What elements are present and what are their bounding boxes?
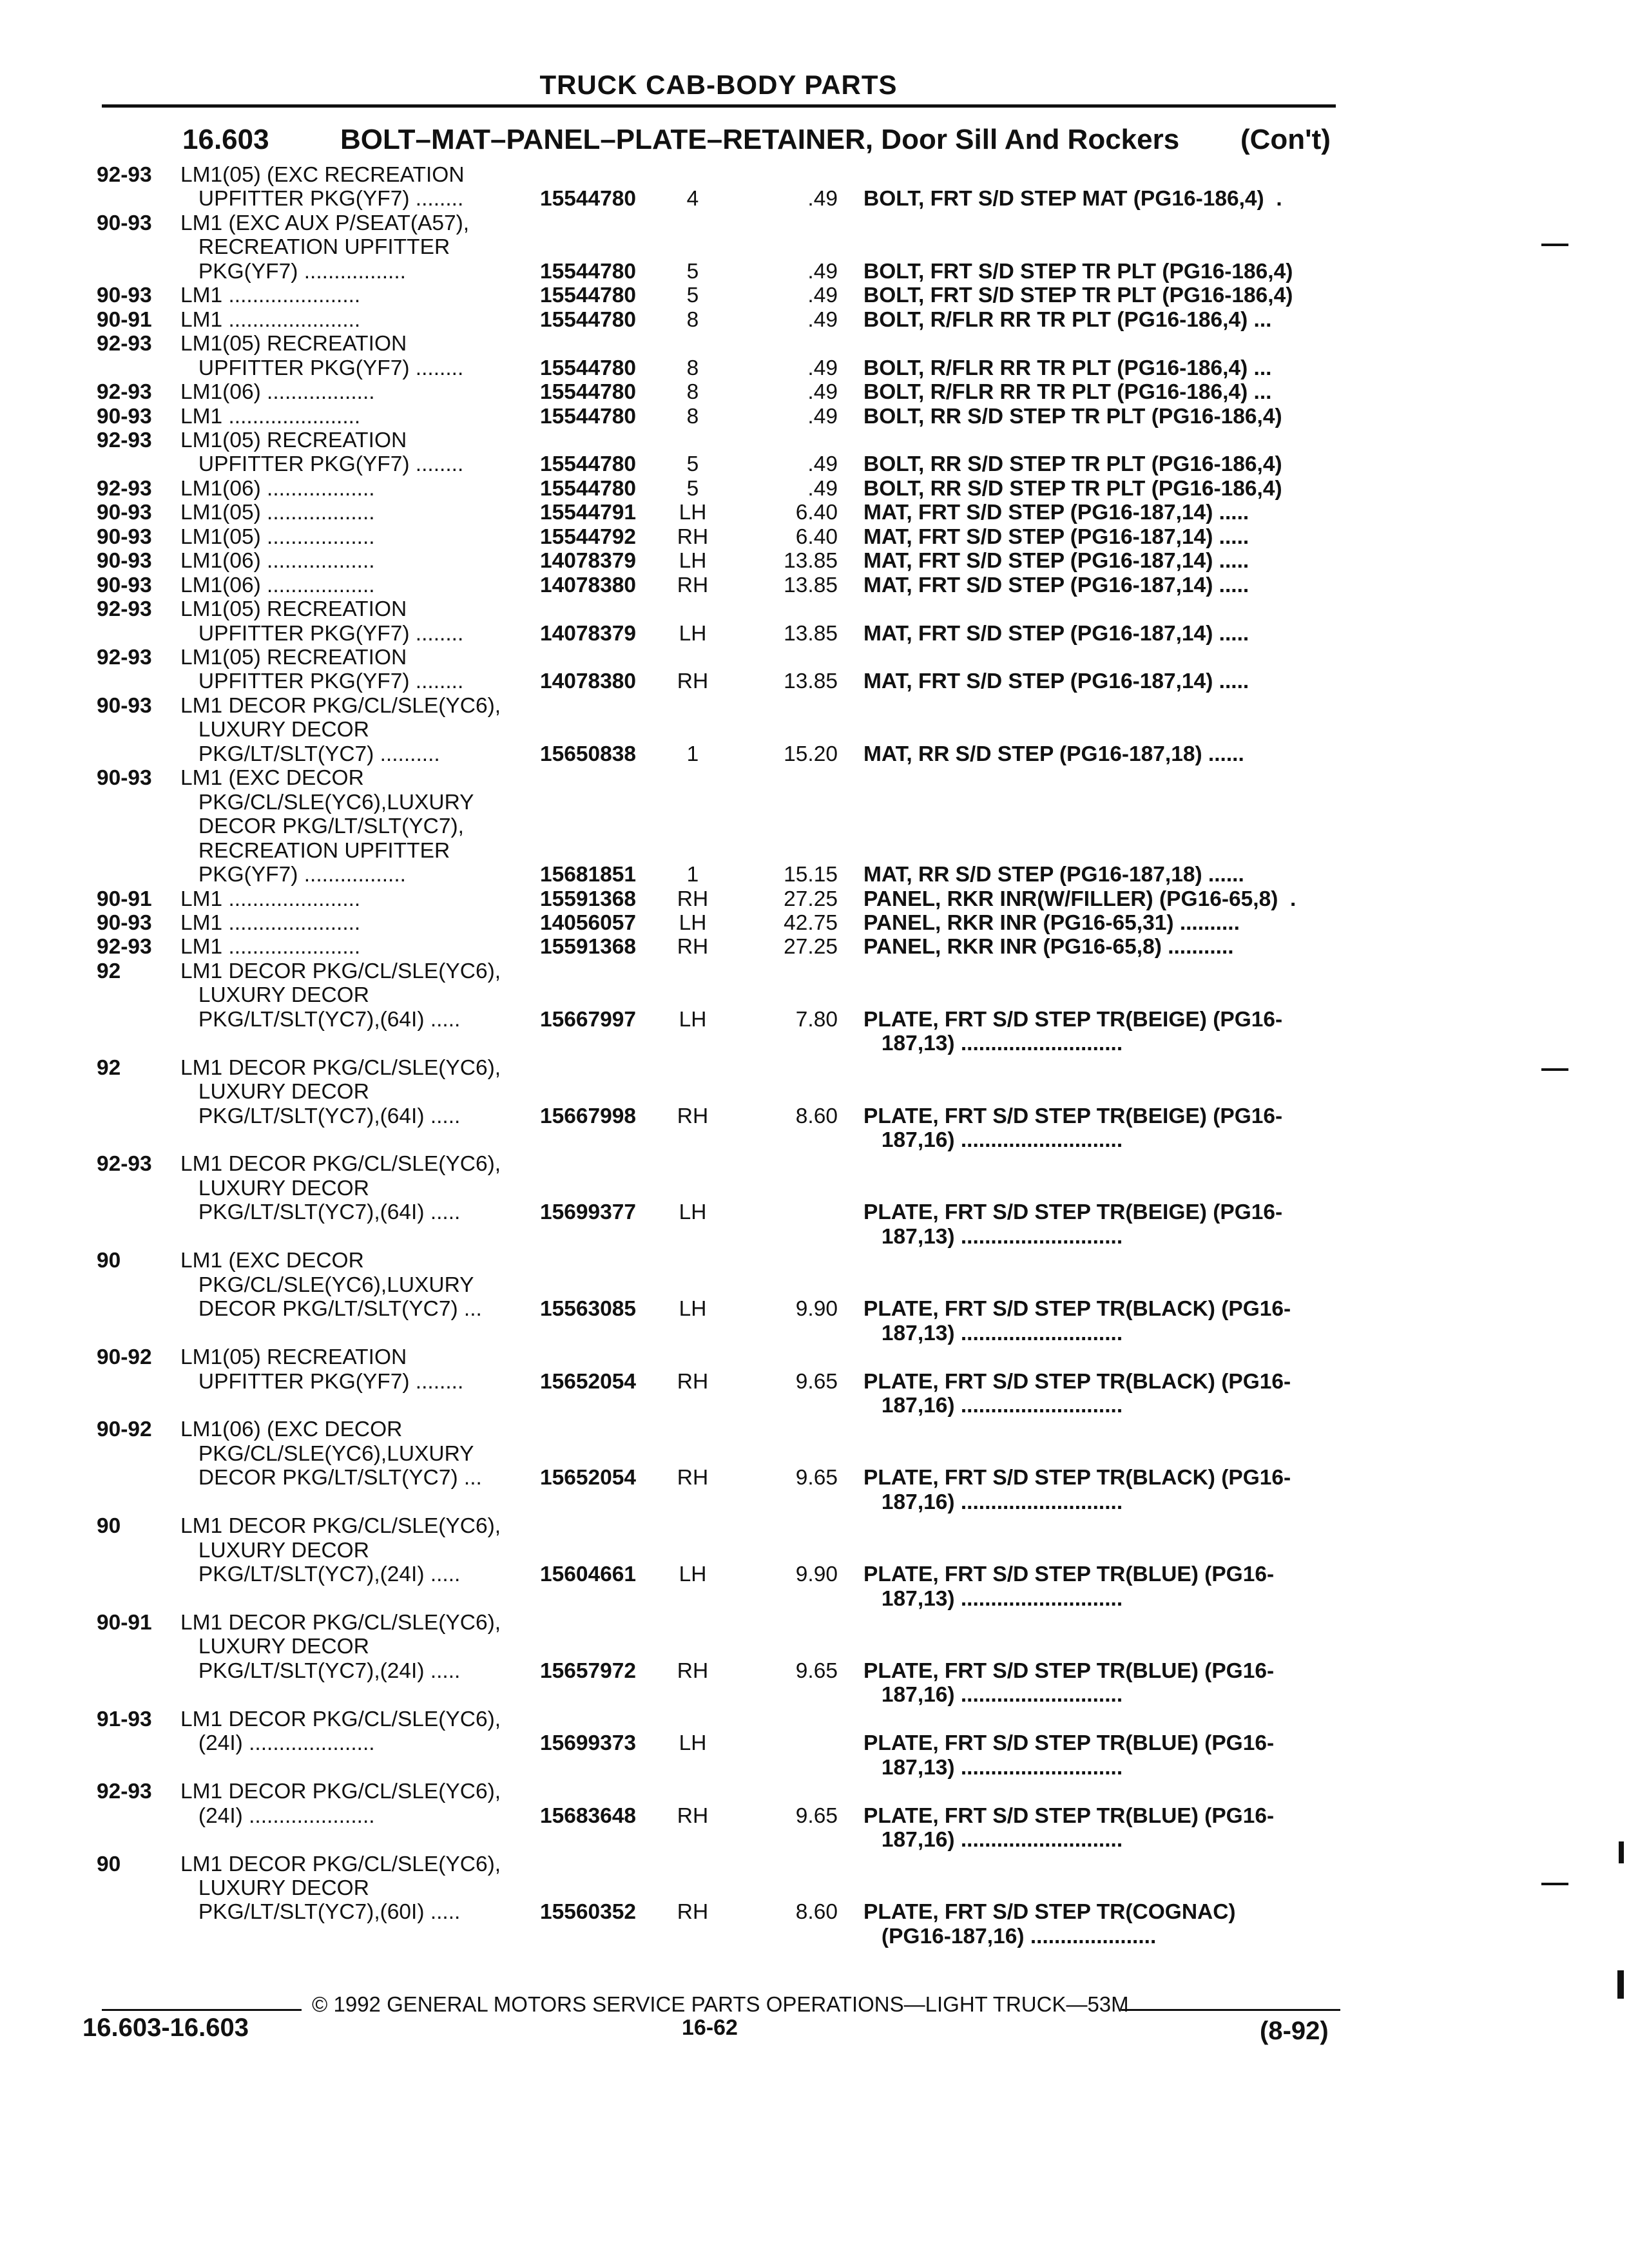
application-description: PKG(YF7) ................. <box>180 259 406 284</box>
application-description: DECOR PKG/LT/SLT(YC7), <box>180 814 464 839</box>
price: 13.85 <box>784 573 838 597</box>
application-description: PKG/LT/SLT(YC7),(24I) ..... <box>180 1562 461 1587</box>
model-year: 92-93 <box>97 332 152 356</box>
part-number: 15544780 <box>540 356 637 380</box>
model-year: 90-93 <box>97 524 152 549</box>
application-description: LUXURY DECOR <box>180 1635 369 1659</box>
quantity: RH <box>677 1658 709 1683</box>
part-number: 15544780 <box>540 284 637 308</box>
quantity: 5 <box>686 284 699 308</box>
quantity: LH <box>679 501 707 525</box>
application-description: LM1(05) RECREATION <box>180 332 407 356</box>
quantity: 5 <box>686 476 699 501</box>
price: 8.60 <box>795 1900 838 1925</box>
application-description: LM1(06) (EXC DECOR <box>180 1418 403 1442</box>
model-year: 90 <box>97 1852 121 1876</box>
application-description: PKG(YF7) ................. <box>180 863 406 887</box>
quantity: LH <box>679 1562 707 1587</box>
catalog-description: PLATE, FRT S/D STEP TR(BLUE) (PG16- <box>863 1731 1275 1756</box>
model-year: 92-93 <box>97 163 152 187</box>
model-year: 90-93 <box>97 501 152 525</box>
quantity: RH <box>677 573 709 597</box>
application-description: PKG/LT/SLT(YC7),(24I) ..... <box>180 1658 461 1683</box>
catalog-description: 187,13) ........................... <box>863 1755 1123 1780</box>
catalog-description: 187,16) ........................... <box>863 1393 1123 1418</box>
catalog-description: (PG16-187,16) ..................... <box>863 1924 1157 1948</box>
catalog-description: BOLT, RR S/D STEP TR PLT (PG16-186,4) <box>863 404 1282 428</box>
part-number: 15699377 <box>540 1200 637 1225</box>
price: 9.90 <box>795 1562 838 1587</box>
part-number: 15563085 <box>540 1297 637 1321</box>
catalog-description: PLATE, FRT S/D STEP TR(BLACK) (PG16- <box>863 1466 1291 1490</box>
model-year: 90-93 <box>97 284 152 308</box>
catalog-description: BOLT, RR S/D STEP TR PLT (PG16-186,4) <box>863 452 1282 477</box>
quantity: 8 <box>686 380 699 405</box>
application-description: UPFITTER PKG(YF7) ........ <box>180 669 464 694</box>
quantity: 1 <box>686 742 699 766</box>
quantity: 5 <box>686 452 699 477</box>
quantity: 8 <box>686 404 699 428</box>
catalog-description: 187,16) ........................... <box>863 1490 1123 1514</box>
catalog-description: MAT, FRT S/D STEP (PG16-187,14) ..... <box>863 524 1249 549</box>
application-description: LM1(06) .................. <box>180 476 375 501</box>
model-year: 90-92 <box>97 1345 152 1370</box>
quantity: LH <box>679 621 707 646</box>
quantity: RH <box>677 1104 709 1128</box>
section-number: 16.603 <box>182 124 269 155</box>
application-description: LM1 DECOR PKG/CL/SLE(YC6), <box>180 1707 501 1731</box>
model-year: 90-93 <box>97 573 152 597</box>
application-description: (24I) ..................... <box>180 1731 375 1756</box>
footer-copyright: © 1992 GENERAL MOTORS SERVICE PARTS OPERATIONS—LIGHT TRUCK—53M <box>312 1992 1129 2016</box>
page-title: TRUCK CAB-BODY PARTS <box>539 70 898 100</box>
model-year: 92 <box>97 959 121 983</box>
application-description: PKG/LT/SLT(YC7),(64I) ..... <box>180 1104 461 1128</box>
margin-mark <box>1617 1970 1624 1999</box>
catalog-description: 187,16) ........................... <box>863 1828 1123 1852</box>
catalog-description: 187,13) ........................... <box>863 1321 1123 1345</box>
application-description: LM1 (EXC AUX P/SEAT(A57), <box>180 211 470 235</box>
catalog-description: PLATE, FRT S/D STEP TR(BLUE) (PG16- <box>863 1803 1275 1828</box>
catalog-description: PLATE, FRT S/D STEP TR(COGNAC) <box>863 1900 1236 1925</box>
quantity: LH <box>679 1200 707 1225</box>
price: 13.85 <box>784 549 838 573</box>
application-description: PKG/CL/SLE(YC6),LUXURY <box>180 790 474 814</box>
part-number: 15683648 <box>540 1803 637 1828</box>
footer-rule-left <box>102 2009 302 2011</box>
part-number: 15544791 <box>540 501 637 525</box>
application-description: LUXURY DECOR <box>180 718 369 742</box>
footer-section-range: 16.603-16.603 <box>82 2013 249 2042</box>
catalog-description: BOLT, R/FLR RR TR PLT (PG16-186,4) ... <box>863 380 1272 405</box>
catalog-description: MAT, RR S/D STEP (PG16-187,18) ...... <box>863 742 1244 766</box>
application-description: LM1 ...................... <box>180 910 361 935</box>
application-description: LM1 (EXC DECOR <box>180 766 364 791</box>
part-number: 14078380 <box>540 573 637 597</box>
catalog-description: MAT, RR S/D STEP (PG16-187,18) ...... <box>863 863 1244 887</box>
quantity: LH <box>679 1297 707 1321</box>
application-description: LM1 DECOR PKG/CL/SLE(YC6), <box>180 1055 501 1080</box>
price: 6.40 <box>795 524 838 549</box>
model-year: 92-93 <box>97 476 152 501</box>
application-description: LM1(06) .................. <box>180 380 375 405</box>
part-number: 15652054 <box>540 1466 637 1490</box>
quantity: LH <box>679 1731 707 1756</box>
catalog-description: PLATE, FRT S/D STEP TR(BLUE) (PG16- <box>863 1658 1275 1683</box>
catalog-description: MAT, FRT S/D STEP (PG16-187,14) ..... <box>863 621 1249 646</box>
part-number: 15560352 <box>540 1900 637 1925</box>
application-description: LM1(05) (EXC RECREATION <box>180 163 465 187</box>
application-description: DECOR PKG/LT/SLT(YC7) ... <box>180 1297 482 1321</box>
catalog-description: PLATE, FRT S/D STEP TR(BEIGE) (PG16- <box>863 1007 1283 1032</box>
model-year: 90-91 <box>97 307 152 332</box>
part-number: 14078379 <box>540 621 637 646</box>
part-number: 15544780 <box>540 452 637 477</box>
price: .49 <box>807 356 838 380</box>
part-number: 15544780 <box>540 476 637 501</box>
application-description: PKG/CL/SLE(YC6),LUXURY <box>180 1441 474 1466</box>
model-year: 92-93 <box>97 935 152 959</box>
quantity: 8 <box>686 307 699 332</box>
application-description: LUXURY DECOR <box>180 1876 369 1900</box>
price: 13.85 <box>784 669 838 694</box>
model-year: 90-93 <box>97 910 152 935</box>
application-description: UPFITTER PKG(YF7) ........ <box>180 621 464 646</box>
application-description: LM1 ...................... <box>180 404 361 428</box>
part-number: 15650838 <box>540 742 637 766</box>
part-number: 15544780 <box>540 380 637 405</box>
quantity: LH <box>679 910 707 935</box>
catalog-description: BOLT, R/FLR RR TR PLT (PG16-186,4) ... <box>863 307 1272 332</box>
model-year: 90-93 <box>97 404 152 428</box>
model-year: 92 <box>97 1055 121 1080</box>
application-description: LM1 DECOR PKG/CL/SLE(YC6), <box>180 693 501 718</box>
quantity: RH <box>677 524 709 549</box>
application-description: PKG/LT/SLT(YC7),(60I) ..... <box>180 1900 461 1925</box>
section-name: BOLT–MAT–PANEL–PLATE–RETAINER, Door Sill And Rockers <box>340 124 1180 155</box>
application-description: UPFITTER PKG(YF7) ........ <box>180 452 464 477</box>
price: 13.85 <box>784 621 838 646</box>
application-description: LM1 ...................... <box>180 887 361 911</box>
catalog-description: MAT, FRT S/D STEP (PG16-187,14) ..... <box>863 501 1249 525</box>
price: 15.15 <box>784 863 838 887</box>
model-year: 92-93 <box>97 380 152 405</box>
catalog-description: PANEL, RKR INR(W/FILLER) (PG16-65,8) . <box>863 887 1296 911</box>
application-description: UPFITTER PKG(YF7) ........ <box>180 187 464 211</box>
quantity: LH <box>679 549 707 573</box>
quantity: 4 <box>686 187 699 211</box>
application-description: LM1(06) .................. <box>180 549 375 573</box>
price: .49 <box>807 284 838 308</box>
application-description: LM1 ...................... <box>180 935 361 959</box>
catalog-description: PLATE, FRT S/D STEP TR(BLACK) (PG16- <box>863 1297 1291 1321</box>
price: .49 <box>807 404 838 428</box>
quantity: LH <box>679 1007 707 1032</box>
catalog-description: PANEL, RKR INR (PG16-65,8) ........... <box>863 935 1234 959</box>
catalog-description: BOLT, FRT S/D STEP TR PLT (PG16-186,4) <box>863 284 1293 308</box>
quantity: RH <box>677 887 709 911</box>
catalog-description: 187,13) ........................... <box>863 1586 1123 1611</box>
part-number: 15544780 <box>540 259 637 284</box>
catalog-description: BOLT, RR S/D STEP TR PLT (PG16-186,4) <box>863 476 1282 501</box>
catalog-description: BOLT, R/FLR RR TR PLT (PG16-186,4) ... <box>863 356 1272 380</box>
catalog-description: BOLT, FRT S/D STEP MAT (PG16-186,4) . <box>863 187 1282 211</box>
price: 8.60 <box>795 1104 838 1128</box>
application-description: LM1(05) RECREATION <box>180 646 407 669</box>
catalog-description: PLATE, FRT S/D STEP TR(BLUE) (PG16- <box>863 1562 1275 1587</box>
part-number: 15591368 <box>540 887 637 911</box>
model-year: 90 <box>97 1514 121 1539</box>
model-year: 90-93 <box>97 693 152 718</box>
catalog-description: MAT, FRT S/D STEP (PG16-187,14) ..... <box>863 549 1249 573</box>
quantity: RH <box>677 1466 709 1490</box>
quantity: RH <box>677 1369 709 1394</box>
model-year: 90-93 <box>97 211 152 235</box>
margin-mark <box>1619 1841 1624 1863</box>
continued-label: (Con't) <box>1240 124 1331 155</box>
application-description: PKG/LT/SLT(YC7) .......... <box>180 742 440 766</box>
model-year: 92-93 <box>97 428 152 452</box>
catalog-description: MAT, FRT S/D STEP (PG16-187,14) ..... <box>863 669 1249 694</box>
catalog-description: PLATE, FRT S/D STEP TR(BLACK) (PG16- <box>863 1369 1291 1394</box>
price: .49 <box>807 307 838 332</box>
margin-mark <box>1541 1068 1568 1071</box>
model-year: 92-93 <box>97 597 152 622</box>
model-year: 90-91 <box>97 1611 152 1635</box>
quantity: 5 <box>686 259 699 284</box>
application-description: DECOR PKG/LT/SLT(YC7) ... <box>180 1466 482 1490</box>
part-number: 15604661 <box>540 1562 637 1587</box>
part-number: 15681851 <box>540 863 637 887</box>
part-number: 15591368 <box>540 935 637 959</box>
price: 15.20 <box>784 742 838 766</box>
catalog-description: 187,13) ........................... <box>863 1032 1123 1056</box>
price: .49 <box>807 259 838 284</box>
price: 9.65 <box>795 1658 838 1683</box>
price: .49 <box>807 380 838 405</box>
quantity: 8 <box>686 356 699 380</box>
part-number: 14078379 <box>540 549 637 573</box>
application-description: LM1 (EXC DECOR <box>180 1249 364 1273</box>
quantity: RH <box>677 1803 709 1828</box>
application-description: LM1(05) .................. <box>180 501 375 525</box>
catalog-description: PANEL, RKR INR (PG16-65,31) .......... <box>863 910 1240 935</box>
model-year: 92-93 <box>97 1780 152 1804</box>
price: 27.25 <box>784 887 838 911</box>
model-year: 91-93 <box>97 1707 152 1731</box>
application-description: UPFITTER PKG(YF7) ........ <box>180 1369 464 1394</box>
quantity: RH <box>677 935 709 959</box>
quantity: RH <box>677 1900 709 1925</box>
part-number: 14078380 <box>540 669 637 694</box>
price: 9.65 <box>795 1803 838 1828</box>
part-number: 15544792 <box>540 524 637 549</box>
part-number: 15544780 <box>540 404 637 428</box>
model-year: 90-93 <box>97 766 152 791</box>
application-description: PKG/LT/SLT(YC7),(64I) ..... <box>180 1200 461 1225</box>
model-year: 90-92 <box>97 1418 152 1442</box>
catalog-description: 187,16) ........................... <box>863 1128 1123 1152</box>
application-description: LM1 DECOR PKG/CL/SLE(YC6), <box>180 1152 501 1177</box>
quantity: RH <box>677 669 709 694</box>
application-description: LUXURY DECOR <box>180 1176 369 1200</box>
margin-mark <box>1541 1883 1568 1885</box>
application-description: LM1 ...................... <box>180 284 361 308</box>
part-number: 15667997 <box>540 1007 637 1032</box>
price: 9.65 <box>795 1466 838 1490</box>
price: 9.65 <box>795 1369 838 1394</box>
catalog-description: PLATE, FRT S/D STEP TR(BEIGE) (PG16- <box>863 1200 1283 1225</box>
price: 7.80 <box>795 1007 838 1032</box>
application-description: LM1 DECOR PKG/CL/SLE(YC6), <box>180 1780 501 1804</box>
price: .49 <box>807 187 838 211</box>
application-description: LUXURY DECOR <box>180 1538 369 1562</box>
part-number: 15657972 <box>540 1658 637 1683</box>
application-description: LM1(05) RECREATION <box>180 1345 407 1370</box>
part-number: 15652054 <box>540 1369 637 1394</box>
price: .49 <box>807 476 838 501</box>
footer-rule-right <box>1121 2009 1340 2011</box>
application-description: PKG/LT/SLT(YC7),(64I) ..... <box>180 1007 461 1032</box>
application-description: LM1(06) .................. <box>180 573 375 597</box>
model-year: 92-93 <box>97 1152 152 1177</box>
part-number: 15544780 <box>540 307 637 332</box>
part-number: 15544780 <box>540 187 637 211</box>
margin-mark <box>1541 244 1568 246</box>
price: 9.90 <box>795 1297 838 1321</box>
application-description: LUXURY DECOR <box>180 983 369 1008</box>
application-description: LM1 DECOR PKG/CL/SLE(YC6), <box>180 1852 501 1876</box>
footer-page-number: 16-62 <box>682 2015 738 2040</box>
application-description: UPFITTER PKG(YF7) ........ <box>180 356 464 380</box>
application-description: RECREATION UPFITTER <box>180 838 450 863</box>
application-description: LM1(05) RECREATION <box>180 428 407 452</box>
model-year: 92-93 <box>97 646 152 669</box>
application-description: (24I) ..................... <box>180 1803 375 1828</box>
application-description: PKG/CL/SLE(YC6),LUXURY <box>180 1273 474 1297</box>
model-year: 90-93 <box>97 549 152 573</box>
application-description: LM1(05) .................. <box>180 524 375 549</box>
catalog-description: PLATE, FRT S/D STEP TR(BEIGE) (PG16- <box>863 1104 1283 1128</box>
price: 6.40 <box>795 501 838 525</box>
application-description: LM1 DECOR PKG/CL/SLE(YC6), <box>180 1514 501 1539</box>
catalog-description: BOLT, FRT S/D STEP TR PLT (PG16-186,4) <box>863 259 1293 284</box>
application-description: LM1(05) RECREATION <box>180 597 407 622</box>
quantity: 1 <box>686 863 699 887</box>
model-year: 90 <box>97 1249 121 1273</box>
part-number: 15667998 <box>540 1104 637 1128</box>
application-description: LM1 DECOR PKG/CL/SLE(YC6), <box>180 1611 501 1635</box>
price: .49 <box>807 452 838 477</box>
catalog-description: 187,16) ........................... <box>863 1683 1123 1707</box>
part-number: 15699373 <box>540 1731 637 1756</box>
model-year: 90-91 <box>97 887 152 911</box>
application-description: LM1 ...................... <box>180 307 361 332</box>
catalog-description: MAT, FRT S/D STEP (PG16-187,14) ..... <box>863 573 1249 597</box>
price: 27.25 <box>784 935 838 959</box>
footer-revision-date: (8-92) <box>1260 2017 1329 2045</box>
application-description: LM1 DECOR PKG/CL/SLE(YC6), <box>180 959 501 983</box>
part-number: 14056057 <box>540 910 637 935</box>
catalog-description: 187,13) ........................... <box>863 1224 1123 1249</box>
application-description: LUXURY DECOR <box>180 1080 369 1104</box>
application-description: RECREATION UPFITTER <box>180 235 450 260</box>
price: 42.75 <box>784 910 838 935</box>
